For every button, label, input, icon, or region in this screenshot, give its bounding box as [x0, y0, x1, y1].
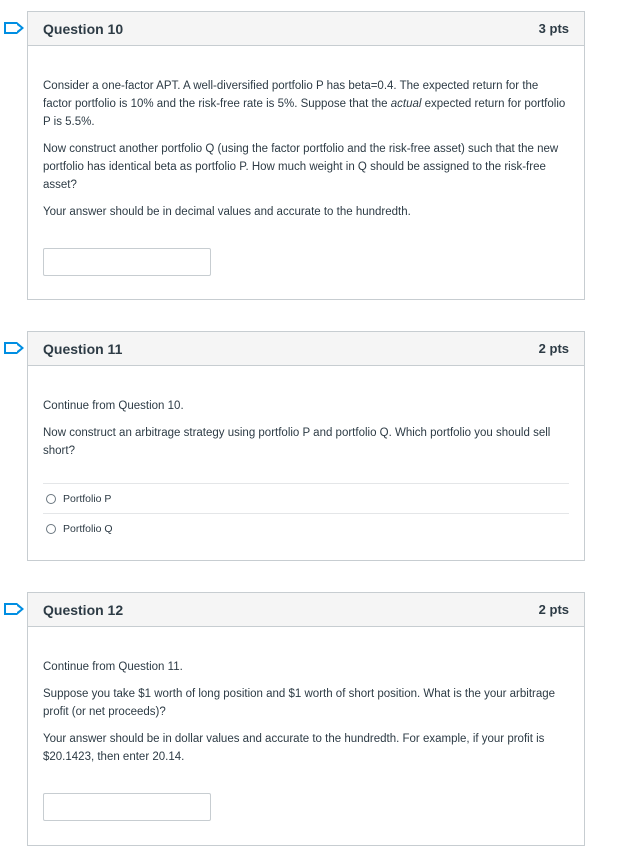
question-body [28, 627, 584, 821]
question-title: Question 12 [43, 601, 124, 618]
answer-options [43, 483, 569, 543]
answer-option-portfolio-p[interactable] [43, 483, 569, 513]
bookmark-flag-icon-q12[interactable] [4, 603, 17, 615]
question-12 [27, 592, 585, 846]
question-points: 3 pts [538, 21, 569, 36]
question-points: 2 pts [538, 341, 569, 356]
radio-button-icon[interactable] [46, 494, 56, 504]
radio-button-icon[interactable] [46, 524, 56, 534]
question-title: Question 10 [43, 20, 124, 37]
question-paragraph: Suppose you take $1 worth of long position and $1 worth of short position. What is the your arbitrage profit (or net proceeds)? [43, 688, 556, 718]
question-title: Question 11 [43, 340, 123, 357]
bookmark-flag-icon-q11[interactable] [4, 342, 17, 354]
answer-option-label: Portfolio P [63, 492, 112, 505]
question-10 [27, 11, 585, 300]
question-points: 2 pts [538, 602, 569, 617]
question-header [28, 12, 584, 46]
question-paragraph: Consider a one-factor APT. A well-diversified portfolio P has beta=0.4. The expected return for the factor portfolio is 10% and the risk-free rate is 5%. Suppose that the actual expected return for portfolio P is 5.5%. [43, 80, 566, 128]
answer-input[interactable] [43, 248, 211, 276]
question-text [43, 658, 569, 766]
bookmark-flag-icon-q10[interactable] [4, 22, 17, 34]
question-paragraph: Now construct another portfolio Q (using the factor portfolio and the risk-free asset) such that the new portfolio has identical beta as portfolio P. How much weight in Q should be assigned to the risk-free asset? [43, 143, 559, 191]
question-header [28, 332, 584, 366]
question-paragraph: Now construct an arbitrage strategy using portfolio P and portfolio Q. Which portfolio you should sell short? [43, 427, 551, 457]
answer-option-portfolio-q[interactable] [43, 513, 569, 543]
question-header [28, 593, 584, 627]
question-body [28, 366, 584, 543]
question-11 [27, 331, 585, 561]
question-body [28, 46, 584, 276]
question-paragraph: Your answer should be in dollar values and accurate to the hundredth. For example, if your profit is $20.1423, then enter 20.14. [43, 733, 545, 763]
question-paragraph: Continue from Question 11. [43, 661, 183, 673]
question-paragraph: Continue from Question 10. [43, 400, 184, 412]
question-paragraph: Your answer should be in decimal values and accurate to the hundredth. [43, 206, 411, 218]
question-text [43, 397, 569, 460]
answer-input[interactable] [43, 793, 211, 821]
answer-option-label: Portfolio Q [63, 522, 113, 535]
question-text [43, 77, 569, 221]
